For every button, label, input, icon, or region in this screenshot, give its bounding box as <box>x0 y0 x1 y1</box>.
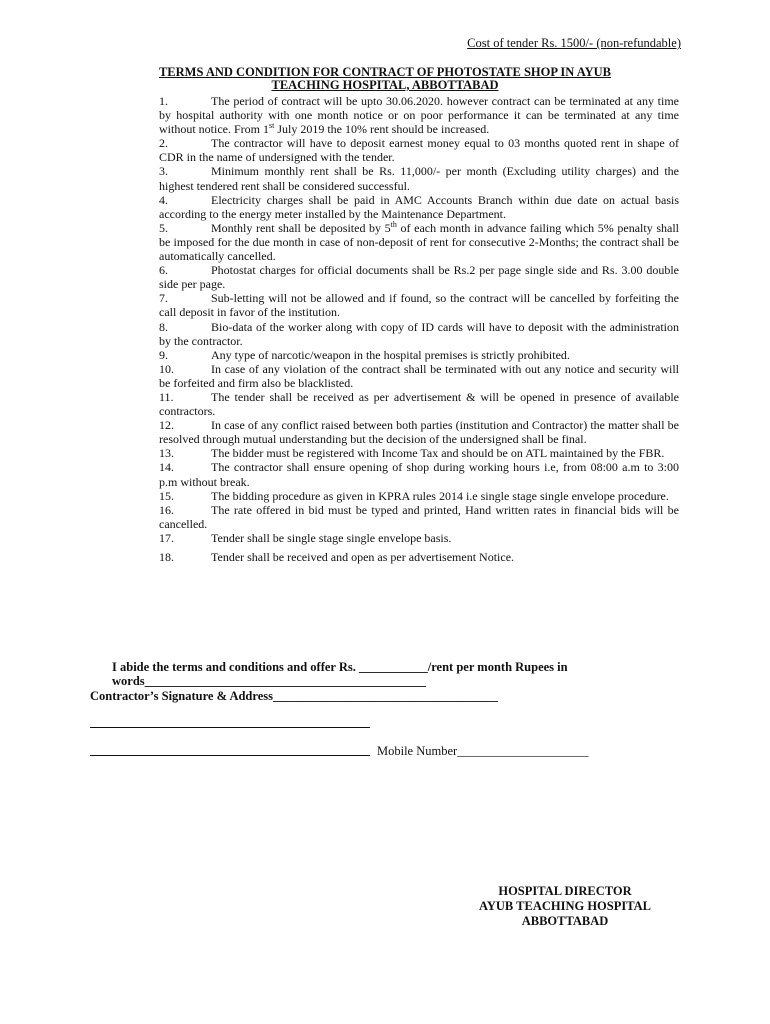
term-item <box>159 320 679 348</box>
term-number: 4. <box>159 192 168 207</box>
term-number: 9. <box>159 347 168 362</box>
term-text: The bidding procedure as given in KPRA rules 2014 i.e single stage single envelope procedure. <box>211 488 669 503</box>
offer-words-line: words_____________________________________________ <box>112 674 426 688</box>
offer-statement <box>112 660 682 688</box>
term-item <box>159 460 679 488</box>
term-text: The tender shall be received as per advertisement & will be opened in presence of available contractors. <box>159 389 679 419</box>
term-item <box>159 263 679 291</box>
term-item <box>159 291 679 319</box>
term-number: 1. <box>159 94 168 108</box>
term-text: The contractor shall ensure opening of shop during working hours i.e, from 08:00 a.m to 3:00 p.m without break. <box>159 460 679 489</box>
term-item <box>159 362 679 390</box>
terms-list <box>159 94 679 564</box>
term-number: 2. <box>159 136 168 151</box>
term-item <box>159 489 679 503</box>
signatory-institution: AYUB TEACHING HOSPITAL <box>478 899 652 913</box>
term-number: 14. <box>159 460 174 475</box>
term-number: 6. <box>159 263 168 278</box>
address-line-2 <box>90 755 370 756</box>
term-text: The bidder must be registered with Income Tax and should be on ATL maintained by the FBR. <box>211 446 665 461</box>
title-line-1: TERMS AND CONDITION FOR CONTRACT OF PHOTOSTATE SHOP IN AYUB <box>158 65 612 79</box>
term-number: 15. <box>159 488 174 503</box>
term-text: The rate offered in bid must be typed and printed, Hand written rates in financial bids will be cancelled. <box>159 502 679 531</box>
signatory-block <box>440 884 690 929</box>
term-item <box>159 221 679 263</box>
term-text: Tender shall be single stage single envelope basis. <box>211 530 452 545</box>
term-item <box>159 136 679 164</box>
signatory-title: HOSPITAL DIRECTOR <box>498 884 632 898</box>
term-text: Bio-data of the worker along with copy of ID cards will have to deposit with the administration by the contractor. <box>159 319 679 348</box>
term-number: 13. <box>159 446 174 461</box>
term-item <box>159 550 679 564</box>
term-text: In case of any conflict raised between both parties (institution and Contractor) the matter shall be resolved through mutual understanding but the decision of the undersigned shall be final. <box>159 418 679 447</box>
term-item <box>159 503 679 531</box>
term-number: 8. <box>159 319 168 334</box>
signature-address-label: Contractor’s Signature & Address____________________________________ <box>90 689 498 703</box>
term-number: 16. <box>159 502 174 517</box>
term-item <box>159 446 679 460</box>
term-text: Monthly rent shall be deposited by 5th of each month in advance failing which 5% penalty shall be imposed for the due month in case of non-deposit of rent for consecutive 2-Months; the contract shall be automatically cancelled. <box>159 219 679 264</box>
term-number: 7. <box>159 291 168 306</box>
term-number: 5. <box>159 220 168 235</box>
term-item <box>159 418 679 446</box>
tender-cost-note: Cost of tender Rs. 1500/- (non-refundable) <box>467 36 681 50</box>
address-line-1 <box>90 727 370 728</box>
term-text: In case of any violation of the contract shall be terminated with out any notice and security will be forfeited and firm also be blacklisted. <box>159 361 679 390</box>
term-number: 11. <box>159 389 174 404</box>
term-item <box>159 193 679 221</box>
term-item <box>159 94 679 136</box>
term-text: Tender shall be received and open as per advertisement Notice. <box>211 550 515 564</box>
term-item <box>159 390 679 418</box>
term-item <box>159 164 679 192</box>
term-text: The contractor will have to deposit earnest money equal to 03 months quoted rent in shape of CDR in the name of undersigned with the tender. <box>159 136 679 165</box>
term-text: Minimum monthly rent shall be Rs. 11,000/- per month (Excluding utility charges) and the highest tendered rent shall be considered successful. <box>159 164 679 193</box>
term-text: Sub-letting will not be allowed and if found, so the contract will be cancelled by forfeiting the call deposit in favor of the institution. <box>159 291 679 320</box>
term-number: 12. <box>159 418 174 433</box>
signatory-city: ABBOTTABAD <box>521 914 609 928</box>
term-item <box>159 531 679 545</box>
term-number: 3. <box>159 164 168 179</box>
term-item <box>159 348 679 362</box>
document-title <box>90 66 680 92</box>
title-line-2: TEACHING HOSPITAL, ABBOTTABAD <box>271 78 499 92</box>
mobile-number-label: Mobile Number_____________________ <box>377 744 589 758</box>
term-text: Electricity charges shall be paid in AMC Accounts Branch within due date on actual basis according to the energy meter installed by the Maintenance Department. <box>159 192 679 221</box>
term-number: 18. <box>159 550 174 564</box>
term-number: 10. <box>159 361 174 376</box>
term-text: Photostat charges for official documents shall be Rs.2 per page single side and Rs. 3.00 double side per page. <box>159 263 679 292</box>
term-number: 17. <box>159 530 174 545</box>
term-text: Any type of narcotic/weapon in the hospital premises is strictly prohibited. <box>211 347 570 362</box>
term-text: The period of contract will be upto 30.06.2020. however contract can be terminated at any time by hospital authority with one month notice or on poor performance it can be terminated at any time without notice. From 1st July 2019 the 10% rent should be increased. <box>159 94 679 137</box>
offer-line: I abide the terms and conditions and offer Rs. ___________/rent per month Rupees in <box>112 660 568 674</box>
